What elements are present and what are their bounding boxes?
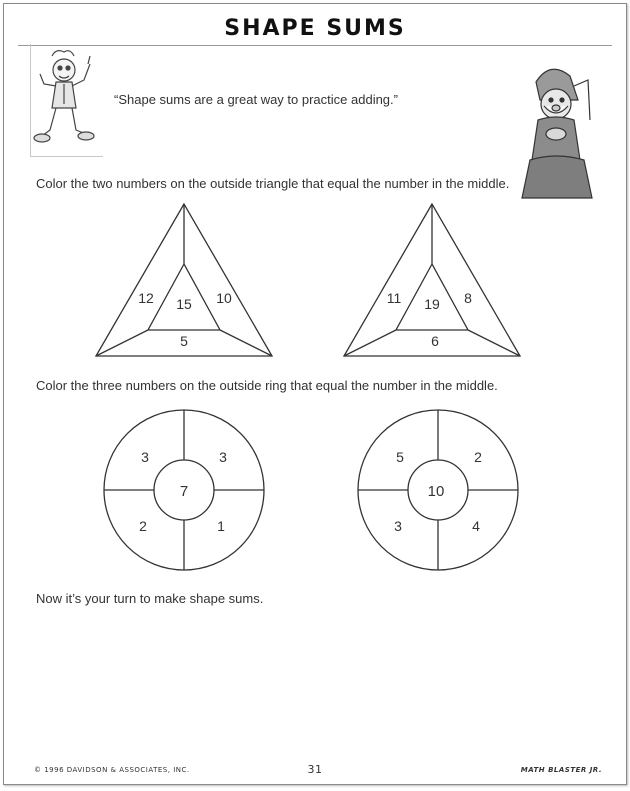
triangle-1-center-number: 15 — [176, 296, 192, 312]
triangle-puzzle-1 — [94, 202, 274, 358]
ring-1-bottom-right-number: 1 — [217, 518, 225, 534]
ring-puzzle-1 — [102, 408, 266, 572]
triangle-1-left-number: 12 — [138, 290, 154, 306]
ring-1-bottom-left-number: 2 — [139, 518, 147, 534]
ring-1-center-number: 7 — [179, 483, 189, 500]
ring-2-bottom-left-number: 3 — [394, 518, 402, 534]
cartoon-gnome-character-icon — [516, 62, 598, 202]
triangle-instructions: Color the two numbers on the outside triangle that equal the number in the middle. — [36, 176, 510, 191]
ring-1-top-right-number: 3 — [219, 449, 227, 465]
ring-2-center-number: 10 — [427, 483, 445, 500]
title-divider — [18, 45, 612, 46]
copyright-notice: © 1996 DAVIDSON & ASSOCIATES, INC. — [34, 766, 190, 774]
ring-2-top-left-number: 5 — [396, 449, 404, 465]
triangle-2-bottom-number: 6 — [431, 333, 439, 349]
ring-2-bottom-right-number: 4 — [472, 518, 480, 534]
triangle-puzzle-2 — [342, 202, 522, 358]
triangle-2-right-number: 8 — [464, 290, 472, 306]
triangle-1-right-number: 10 — [216, 290, 232, 306]
triangle-2-center-number: 19 — [424, 296, 440, 312]
page-number: 31 — [307, 763, 323, 776]
ring-puzzle-2 — [356, 408, 520, 572]
own-turn-instructions: Now it’s your turn to make shape sums. — [36, 591, 264, 606]
ring-instructions: Color the three numbers on the outside ring that equal the number in the middle. — [36, 378, 498, 393]
worksheet-page — [3, 3, 627, 785]
triangle-1-bottom-number: 5 — [180, 333, 188, 349]
series-name: MATH BLASTER JR. — [520, 766, 602, 774]
ring-1-top-left-number: 3 — [141, 449, 149, 465]
ring-2-top-right-number: 2 — [474, 449, 482, 465]
page-title: SHAPE SUMS — [224, 16, 406, 41]
cartoon-kid-character-icon — [30, 44, 102, 156]
character-quote: “Shape sums are a great way to practice adding.” — [114, 92, 398, 107]
triangle-2-left-number: 11 — [386, 290, 402, 306]
